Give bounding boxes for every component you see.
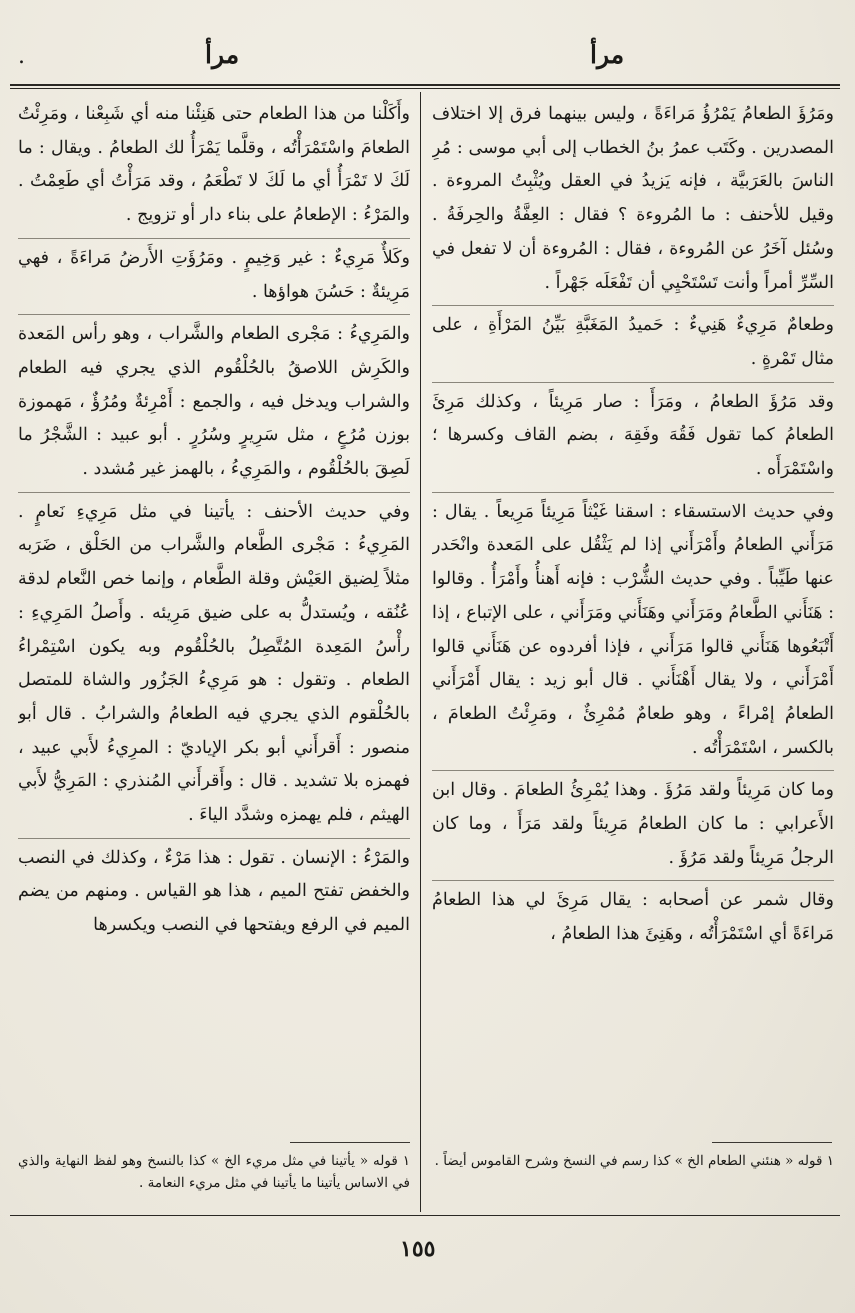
paragraph-separator xyxy=(432,770,834,771)
header-rule-thin xyxy=(10,88,840,89)
left-column xyxy=(18,98,410,1158)
paragraph: وقد مَرُؤَ الطعامُ ، ومَرَأَ : صار مَرِيئاً ، وكذلك مَرِئَ الطعامُ كما تقول فَقُهَ وفَقِهَ ، بضم القاف وكسرها ؛ واسْتَمْرَأَه . xyxy=(432,391,834,480)
page-number: ١٥٥ xyxy=(400,1236,436,1262)
header-left-entry-word: مرأ xyxy=(205,40,240,69)
footnote-rule-right xyxy=(712,1142,832,1143)
paragraph: وفي حديث الاستسقاء : اسقنا غَيْثاً مَرِيئاً مَرِيعاً . يقال : مَرَأَني الطعامُ وأَمْرَأَني إذا لم يَثْقُل على المَعدة وانْحَدر عنها طَيِّباً . وفي حديث الشُّرْب : فإنه أَهنأُ وأَمْرَأُ . وقالوا : هَنَأَني الطَّعامُ ومَرَأَني وهَنَأَني ومَرَأَني ، على الإتباع ، إذا أَتْبَعُوها هَنَأَني قالوا مَرَأَني ، فإذا أفردوه عن هَنَأَني قالوا أَمْرَأَني ، ولا يقال أَهْنَأَني . قال أبو زيد : يقال أَمْرَأَني الطعامُ إمْراءً ، وهو طعامٌ مُمْرِئٌ ، ومَرِئْتُ الطعامَ ، بالكسر ، اسْتَمْرَأْتُه . xyxy=(432,501,834,758)
column-divider xyxy=(420,92,421,1212)
paragraph-separator xyxy=(18,238,410,239)
paragraph: وما كان مَرِيئاً ولقد مَرُؤَ . وهذا يُمْرِئُ الطعامَ . وقال ابن الأَعرابي : ما كان الطعامُ مَرِيئاً ولقد مَرَأَ ، وما كان الرجلُ مَرِيئاً ولقد مَرُؤَ . xyxy=(432,780,834,868)
paragraph: وأَكَلْنا من هذا الطعام حتى هَنِئْنا منه أي شَبِعْنا ، ومَرِئْتُ الطعامَ واسْتَمْرَأْتُه ، وقلَّما يَمْرَأُ لك الطعامُ . ويقال : ما لَكَ لا تَمْرَأُ أي ما لَكَ لا تَطْعَمُ ، وقد مَرَأْتُ أي طَعِمْتُ . والمَرْءُ : الإطعامُ على بناء دار أو تزويج . xyxy=(18,104,410,226)
header-right-entry-word: مرأ xyxy=(590,40,625,69)
footer-rule xyxy=(10,1215,840,1216)
paragraph-separator xyxy=(432,880,834,881)
paragraph: والمَرْءُ : الإنسان . تقول : هذا مَرْءٌ ، وكذلك في النصب والخفض تفتح الميم ، هذا هو القياس . ومنهم من يضم الميم في الرفع ويفتحها في النصب ويكسرها xyxy=(18,847,410,936)
footnote-rule-left xyxy=(290,1142,410,1143)
paragraph: وكَلأٌ مَرِيءٌ : غير وَخِيمٍ . ومَرُؤَتِ الأَرضُ مَراءَةً ، فهي مَرِيئةٌ : حَسُنَ هواؤها . xyxy=(18,247,410,302)
footnote-left: ١ قوله « يأتينا في مثل مريء الخ » كذا بالنسخ وهو لفظ النهاية والذي في الاساس يأتينا ما يأتينا في مثل مريء النعامة . xyxy=(18,1153,410,1191)
paragraph-separator xyxy=(18,492,410,493)
paragraph-separator xyxy=(432,492,834,493)
paragraph-separator xyxy=(432,305,834,306)
paragraph-separator xyxy=(18,838,410,839)
paragraph: والمَرِيءُ : مَجْرى الطعام والشَّراب ، وهو رأس المَعدة والكَرِش اللاصقُ بالحُلْقُوم الذي يجري فيه الطعام والشراب ويدخل فيه ، والجمع : أَمْرِئةٌ ومُرُؤٌ ، مَهموزة بوزن مُرُعٍ ، مثل سَرِيرٍ وسُرُرٍ . أبو عبيد : الشَّجْرُ ما لَصِقَ بالحُلْقُوم ، والمَرِيءُ ، بالهمز غير مُشدد . xyxy=(18,324,410,480)
right-column xyxy=(432,98,834,1158)
paragraph: وفي حديث الأحنف : يأتينا في مثل مَرِيءِ نَعامٍ . المَرِيءُ : مَجْرى الطَّعام والشَّراب من الحَلْق ، ضَرَبه مثلاً لِضيق العَيْش وقلة الطَّعام ، وإنما خص النَّعام لدقة عُنُقه ، ويُستدلُّ به على ضيق مَرِيئه . وأَصلُ المَرِيءِ : رأْسُ المَعِدة المُتَّصِلُ بالحُلْقُوم وبه يكون اسْتِمْراءُ الطعام . وتقول : هو مَرِيءُ الجَزُور والشاة للمتصل بالحُلْقوم الذي يجري فيه الطعامُ والشرابُ . قال أبو منصور : أَقرأَني أبو بكر الإياديّ : المرِيءُ لأَبي عبيد ، فهمزه بلا تشديد . قال : وأَقرأَني المُنذري : المَرِيُّ لأَبي الهيثم ، فلم يهمزه وشدَّد الياءَ . xyxy=(18,501,410,826)
paragraph-separator xyxy=(18,314,410,315)
header-rule xyxy=(10,84,840,86)
paragraph-separator xyxy=(432,382,834,383)
paragraph: وقال شمر عن أصحابه : يقال مَرِئَ لي هذا الطعامُ مَراءَةً أي اسْتَمْرَأْتُه ، وهَنِئَ هذا الطعامُ ، xyxy=(432,890,834,945)
paragraph: ومَرُؤَ الطعامُ يَمْرُؤُ مَراءَةً ، وليس بينهما فرق إلا اختلاف المصدرين . وكَتَب عمرُ بنُ الخطاب إلى أبي موسى : مُرِ الناسَ بالعَرَبيَّة ، فإنه يَزيدُ في العقل ويُثْبِتُ المروءة . وقيل للأحنف : ما المُروءة ؟ فقال : العِفَّةُ والحِرفَةُ . وسُئل آخَرُ عن المُروءة ، فقال : المُروءة أن لا تفعل في السِّرِّ أمراً وأنت تَسْتَحْيِي أن تَفْعَلَه جَهْراً . xyxy=(432,104,834,293)
header-corner-mark: . xyxy=(18,44,25,69)
paragraph: وطعامٌ مَرِيءٌ هَنِيءٌ : حَميدُ المَغَبَّةِ بَيِّنُ المَرْأَةِ ، على مثال تَمْرةٍ . xyxy=(432,315,834,369)
footnote-right: ١ قوله « هنئني الطعام الخ » كذا رسم في النسخ وشرح القاموس أيضاً . xyxy=(434,1153,834,1169)
